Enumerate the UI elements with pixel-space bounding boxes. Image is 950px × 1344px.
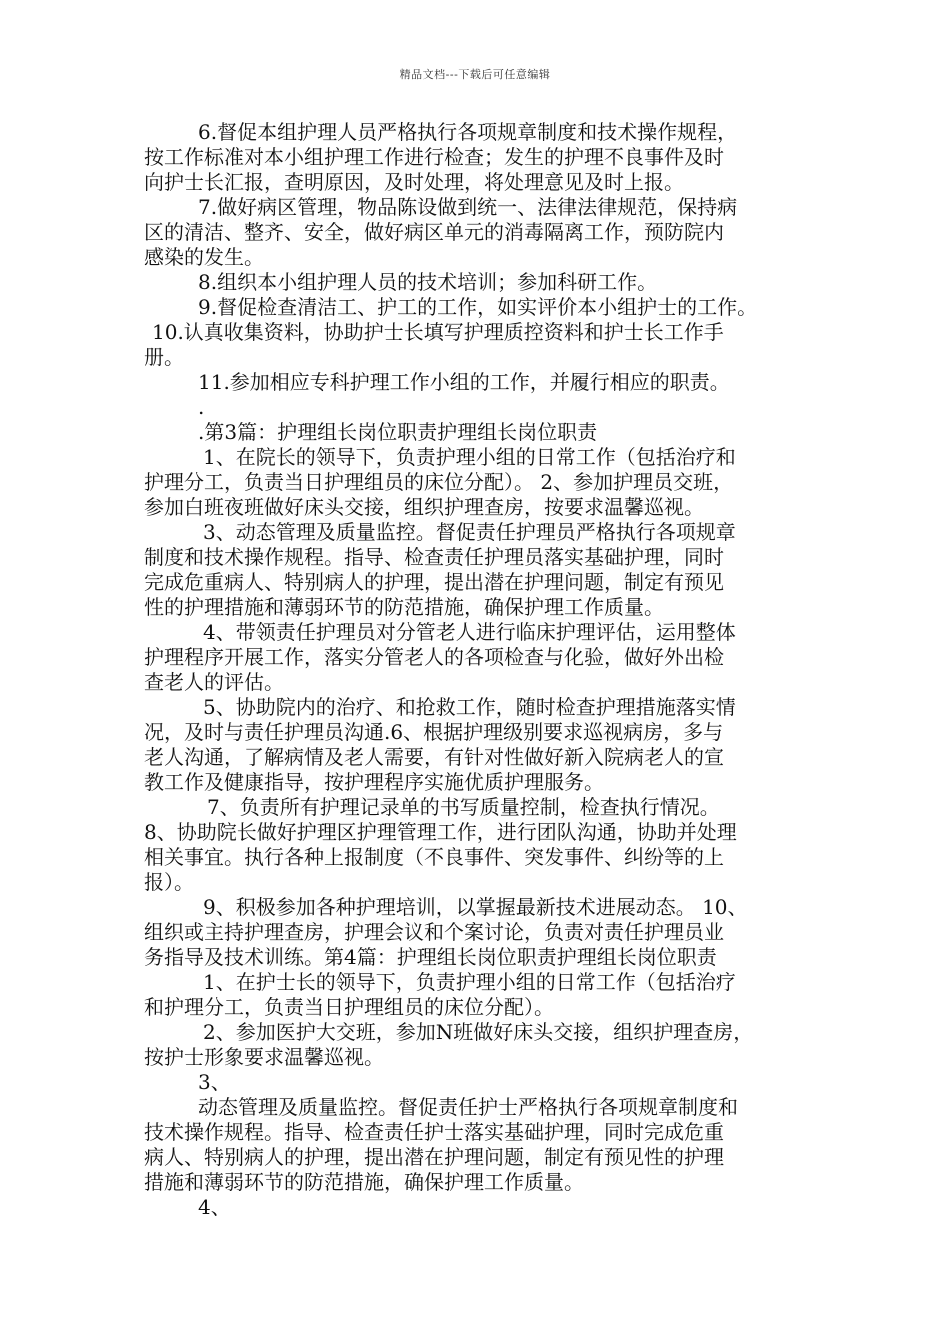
text-line: 区的清洁、整齐、安全，做好病区单元的消毒隔离工作，预防院内: [144, 220, 724, 244]
text-line: 按护士形象要求温馨巡视。: [144, 1045, 384, 1069]
text-line: 报）。: [144, 870, 194, 894]
text-line: 9.督促检查清洁工、护工的工作，如实评价本小组护士的工作。: [198, 295, 758, 319]
text-line: 病人、特别病人的护理，提出潜在护理问题，制定有预见性的护理: [144, 1145, 724, 1169]
text-line: 按工作标准对本小组护理工作进行检查；发生的护理不良事件及时: [144, 145, 724, 169]
text-line: 完成危重病人、特别病人的护理，提出潜在护理问题，制定有预见: [144, 570, 724, 594]
text-line: .第3篇：护理组长岗位职责护理组长岗位职责: [198, 420, 598, 444]
text-line: 7.做好病区管理，物品陈设做到统一、法律法律规范，保持病: [198, 195, 738, 219]
text-line: 参加白班夜班做好床头交接，组织护理查房，按要求温馨巡视。: [144, 495, 704, 519]
text-line: 5、协助院内的治疗、和抢救工作，随时检查护理措施落实情: [203, 695, 736, 719]
text-line: 技术操作规程。指导、检查责任护士落实基础护理，同时完成危重: [144, 1120, 724, 1144]
text-line: 册。: [144, 345, 184, 369]
text-line: 1、在护士长的领导下，负责护理小组的日常工作（包括治疗: [203, 970, 736, 994]
text-line: 2、参加医护大交班，参加N班做好床头交接，组织护理查房，: [203, 1020, 754, 1044]
text-line: 7、负责所有护理记录单的书写质量控制，检查执行情况。: [207, 795, 720, 819]
text-line: 动态管理及质量监控。督促责任护士严格执行各项规章制度和: [198, 1095, 738, 1119]
text-line: 8、协助院长做好护理区护理管理工作，进行团队沟通，协助并处理: [144, 820, 737, 844]
text-line: 和护理分工，负责当日护理组员的床位分配）。: [144, 995, 554, 1019]
text-line: 组织或主持护理查房，护理会议和个案讨论，负责对责任护理员业: [144, 920, 724, 944]
text-line: 性的护理措施和薄弱环节的防范措施，确保护理工作质量。: [144, 595, 664, 619]
text-line: 6.督促本组护理人员严格执行各项规章制度和技术操作规程，: [198, 120, 738, 144]
text-line: 1、在院长的领导下，负责护理小组的日常工作（包括治疗和: [203, 445, 736, 469]
text-line: .: [198, 395, 205, 419]
document-body: [144, 120, 816, 1220]
text-line: 11.参加相应专科护理工作小组的工作，并履行相应的职责。: [198, 370, 730, 394]
text-line: 护理程序开展工作，落实分管老人的各项检查与化验，做好外出检: [144, 645, 724, 669]
text-line: 3、动态管理及质量监控。督促责任护理员严格执行各项规章: [203, 520, 736, 544]
text-line: 4、带领责任护理员对分管老人进行临床护理评估，运用整体: [203, 620, 736, 644]
text-line: 制度和技术操作规程。指导、检查责任护理员落实基础护理，同时: [144, 545, 724, 569]
text-line: 9、积极参加各种护理培训，以掌握最新技术进展动态。 10、: [203, 895, 748, 919]
text-line: 查老人的评估。: [144, 670, 284, 694]
text-line: 老人沟通，了解病情及老人需要，有针对性做好新入院病老人的宣: [144, 745, 724, 769]
text-line: 3、: [198, 1070, 231, 1094]
text-line: 4、: [198, 1195, 231, 1219]
text-line: 务指导及技术训练。第4篇：护理组长岗位职责护理组长岗位职责: [144, 945, 717, 969]
text-line: 8.组织本小组护理人员的技术培训；参加科研工作。: [198, 270, 658, 294]
text-line: 护理分工，负责当日护理组员的床位分配）。 2、参加护理员交班，: [144, 470, 734, 494]
text-line: 教工作及健康指导，按护理程序实施优质护理服务。: [144, 770, 604, 794]
text-line: 感染的发生。: [144, 245, 264, 269]
text-line: 向护士长汇报，查明原因，及时处理，将处理意见及时上报。: [144, 170, 684, 194]
text-line: 措施和薄弱环节的防范措施，确保护理工作质量。: [144, 1170, 584, 1194]
page-header: 精品文档---下载后可任意编辑: [399, 68, 551, 81]
text-line: 况，及时与责任护理员沟通.6、根据护理级别要求巡视病房，多与: [144, 720, 724, 744]
text-line: 10.认真收集资料，协助护士长填写护理质控资料和护士长工作手: [152, 320, 724, 344]
text-line: 相关事宜。执行各种上报制度（不良事件、突发事件、纠纷等的上: [144, 845, 724, 869]
